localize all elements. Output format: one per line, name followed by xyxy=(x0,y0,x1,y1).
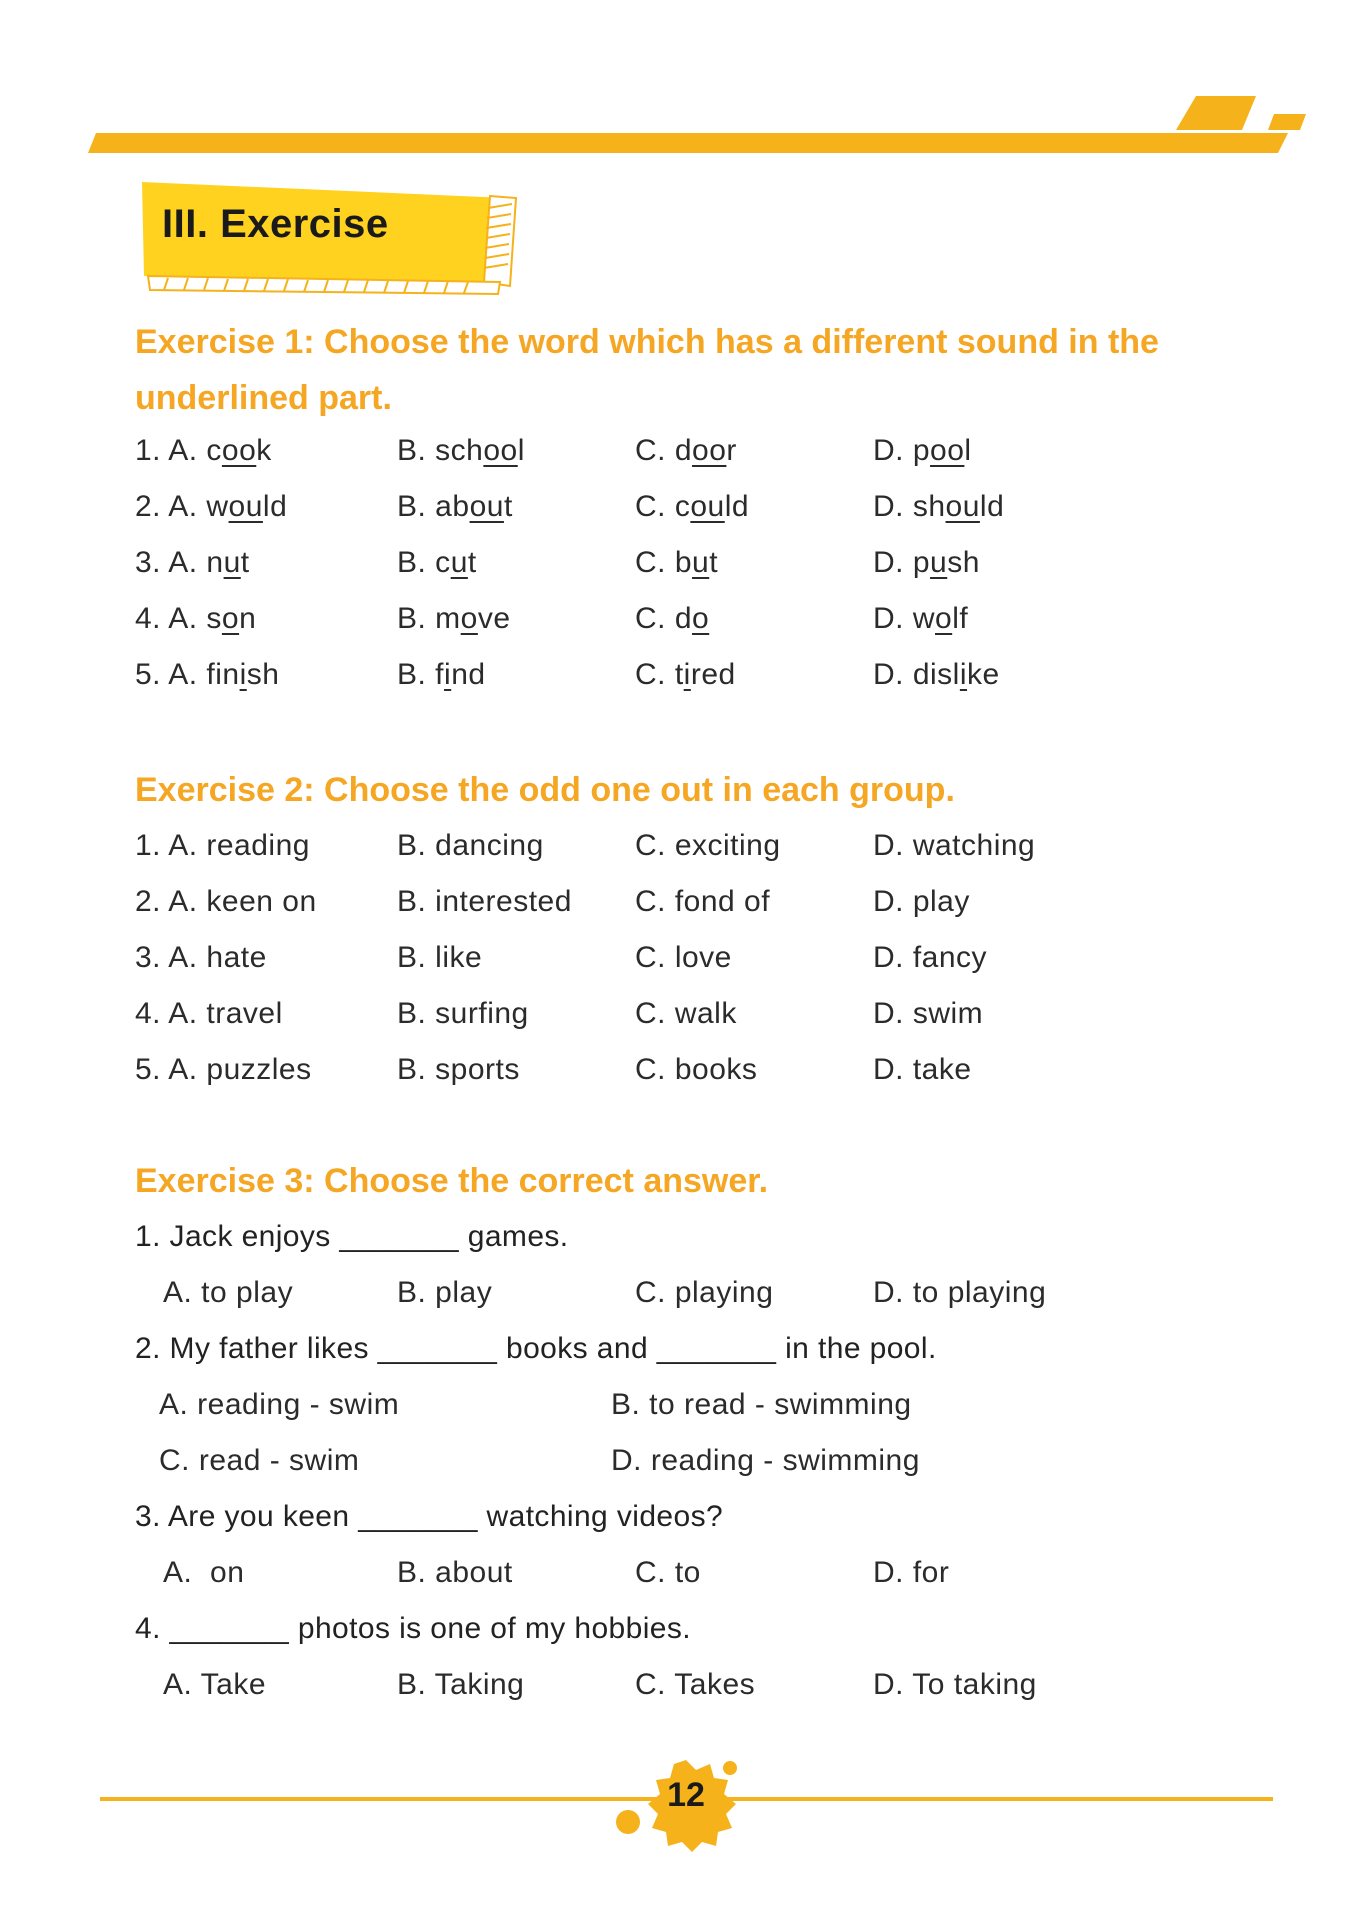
option-b[interactable]: B. school xyxy=(397,434,525,467)
option-b[interactable]: B. find xyxy=(397,658,486,691)
underlined-part: u xyxy=(450,546,468,579)
exercise-2-item xyxy=(135,874,1235,930)
underlined-part: i xyxy=(959,658,968,691)
option-d[interactable]: D. play xyxy=(873,885,970,918)
underlined-part: i xyxy=(444,658,452,691)
underlined-part: o xyxy=(460,602,478,635)
question-2: 2. My father likes _______ books and _______ in the pool. xyxy=(135,1332,937,1365)
option-b[interactable]: B. surfing xyxy=(397,997,529,1030)
option-c[interactable]: C. books xyxy=(635,1053,758,1086)
option-b[interactable]: B. cut xyxy=(397,546,477,579)
underlined-part: ou xyxy=(469,490,504,523)
option-a[interactable]: 5. A. finish xyxy=(135,658,280,691)
question-2-options-row-1 xyxy=(135,1377,1235,1433)
option-d[interactable]: D. to playing xyxy=(873,1276,1047,1309)
option-d[interactable]: D. should xyxy=(873,490,1005,523)
option-d[interactable]: D. take xyxy=(873,1053,972,1086)
underlined-part: ou xyxy=(690,490,725,523)
option-b[interactable]: B. Taking xyxy=(397,1668,525,1701)
option-a[interactable]: A. on xyxy=(163,1556,245,1589)
option-d[interactable]: D. fancy xyxy=(873,941,988,974)
option-c[interactable]: C. Takes xyxy=(635,1668,756,1701)
option-a[interactable]: A. reading - swim xyxy=(159,1388,400,1421)
option-a[interactable]: 4. A. son xyxy=(135,602,257,635)
option-a[interactable]: 3. A. hate xyxy=(135,941,267,974)
option-c[interactable]: C. playing xyxy=(635,1276,774,1309)
exercise-1-item xyxy=(135,647,1235,703)
option-a[interactable]: 1. A. reading xyxy=(135,829,310,862)
option-c[interactable]: C. read - swim xyxy=(159,1444,360,1477)
question-4: 4. _______ photos is one of my hobbies. xyxy=(135,1612,691,1645)
option-d[interactable]: D. watching xyxy=(873,829,1036,862)
underlined-part: oo xyxy=(483,434,518,467)
exercise-1-heading: Exercise 1: Choose the word which has a different sound in the underlined part. xyxy=(135,323,1159,417)
option-c[interactable]: C. to xyxy=(635,1556,701,1589)
option-a[interactable]: 2. A. keen on xyxy=(135,885,317,918)
badge-dot xyxy=(614,1808,644,1838)
exercise-2-item xyxy=(135,930,1235,986)
option-b[interactable]: B. move xyxy=(397,602,511,635)
exercise-2-heading: Exercise 2: Choose the odd one out in each group. xyxy=(135,771,955,809)
exercise-3-heading: Exercise 3: Choose the correct answer. xyxy=(135,1162,769,1200)
option-a[interactable]: 2. A. would xyxy=(135,490,288,523)
question-4-options xyxy=(135,1657,1235,1713)
option-d[interactable]: D. pool xyxy=(873,434,972,467)
option-a[interactable]: 1. A. cook xyxy=(135,434,272,467)
underlined-part: ou xyxy=(945,490,980,523)
underlined-part: oo xyxy=(692,434,727,467)
option-c[interactable]: C. tired xyxy=(635,658,736,691)
question-1: 1. Jack enjoys _______ games. xyxy=(135,1220,569,1253)
option-b[interactable]: B. dancing xyxy=(397,829,544,862)
underlined-part: o xyxy=(935,602,953,635)
option-a[interactable]: A. Take xyxy=(163,1668,267,1701)
option-c[interactable]: C. exciting xyxy=(635,829,781,862)
underlined-part: i xyxy=(683,658,691,691)
underlined-part: u xyxy=(223,546,241,579)
option-b[interactable]: B. sports xyxy=(397,1053,520,1086)
option-c[interactable]: C. could xyxy=(635,490,750,523)
header-stripe xyxy=(88,133,1288,153)
option-a[interactable]: 3. A. nut xyxy=(135,546,250,579)
exercise-1-item xyxy=(135,591,1235,647)
option-d[interactable]: D. To taking xyxy=(873,1668,1037,1701)
exercise-2-item xyxy=(135,818,1235,874)
exercise-2-item xyxy=(135,986,1235,1042)
option-c[interactable]: C. but xyxy=(635,546,719,579)
underlined-part: oo xyxy=(930,434,965,467)
option-d[interactable]: D. swim xyxy=(873,997,984,1030)
exercise-1-item xyxy=(135,479,1235,535)
exercise-1-item xyxy=(135,535,1235,591)
option-d[interactable]: D. reading - swimming xyxy=(611,1444,920,1477)
option-c[interactable]: C. door xyxy=(635,434,737,467)
underlined-part: o xyxy=(221,602,240,635)
option-d[interactable]: D. dislike xyxy=(873,658,1000,691)
option-b[interactable]: B. about xyxy=(397,490,513,523)
underlined-part: o xyxy=(692,602,710,635)
option-a[interactable]: 5. A. puzzles xyxy=(135,1053,312,1086)
option-b[interactable]: B. like xyxy=(397,941,483,974)
option-a[interactable]: A. to play xyxy=(163,1276,294,1309)
header-stripe-accent xyxy=(1176,96,1306,132)
option-d[interactable]: D. for xyxy=(873,1556,950,1589)
exercise-2-item xyxy=(135,1042,1235,1098)
exercise-1-item xyxy=(135,423,1235,479)
underlined-part: ou xyxy=(228,490,263,523)
option-b[interactable]: B. to read - swimming xyxy=(611,1388,912,1421)
underlined-part: oo xyxy=(221,434,257,467)
question-3-options xyxy=(135,1545,1235,1601)
option-c[interactable]: C. love xyxy=(635,941,732,974)
option-c[interactable]: C. do xyxy=(635,602,710,635)
underlined-part: u xyxy=(930,546,948,579)
underlined-part: i xyxy=(239,658,247,691)
option-d[interactable]: D. push xyxy=(873,546,980,579)
page-number: 12 xyxy=(667,1776,705,1814)
option-b[interactable]: B. interested xyxy=(397,885,572,918)
option-d[interactable]: D. wolf xyxy=(873,602,969,635)
option-a[interactable]: 4. A. travel xyxy=(135,997,283,1030)
section-title: III. Exercise xyxy=(162,202,389,246)
option-c[interactable]: C. walk xyxy=(635,997,737,1030)
question-2-options-row-2 xyxy=(135,1433,1235,1489)
question-1-options xyxy=(135,1265,1235,1321)
option-b[interactable]: B. play xyxy=(397,1276,493,1309)
option-c[interactable]: C. fond of xyxy=(635,885,771,918)
option-b[interactable]: B. about xyxy=(397,1556,513,1589)
underlined-part: u xyxy=(692,546,710,579)
question-3: 3. Are you keen _______ watching videos? xyxy=(135,1500,724,1533)
